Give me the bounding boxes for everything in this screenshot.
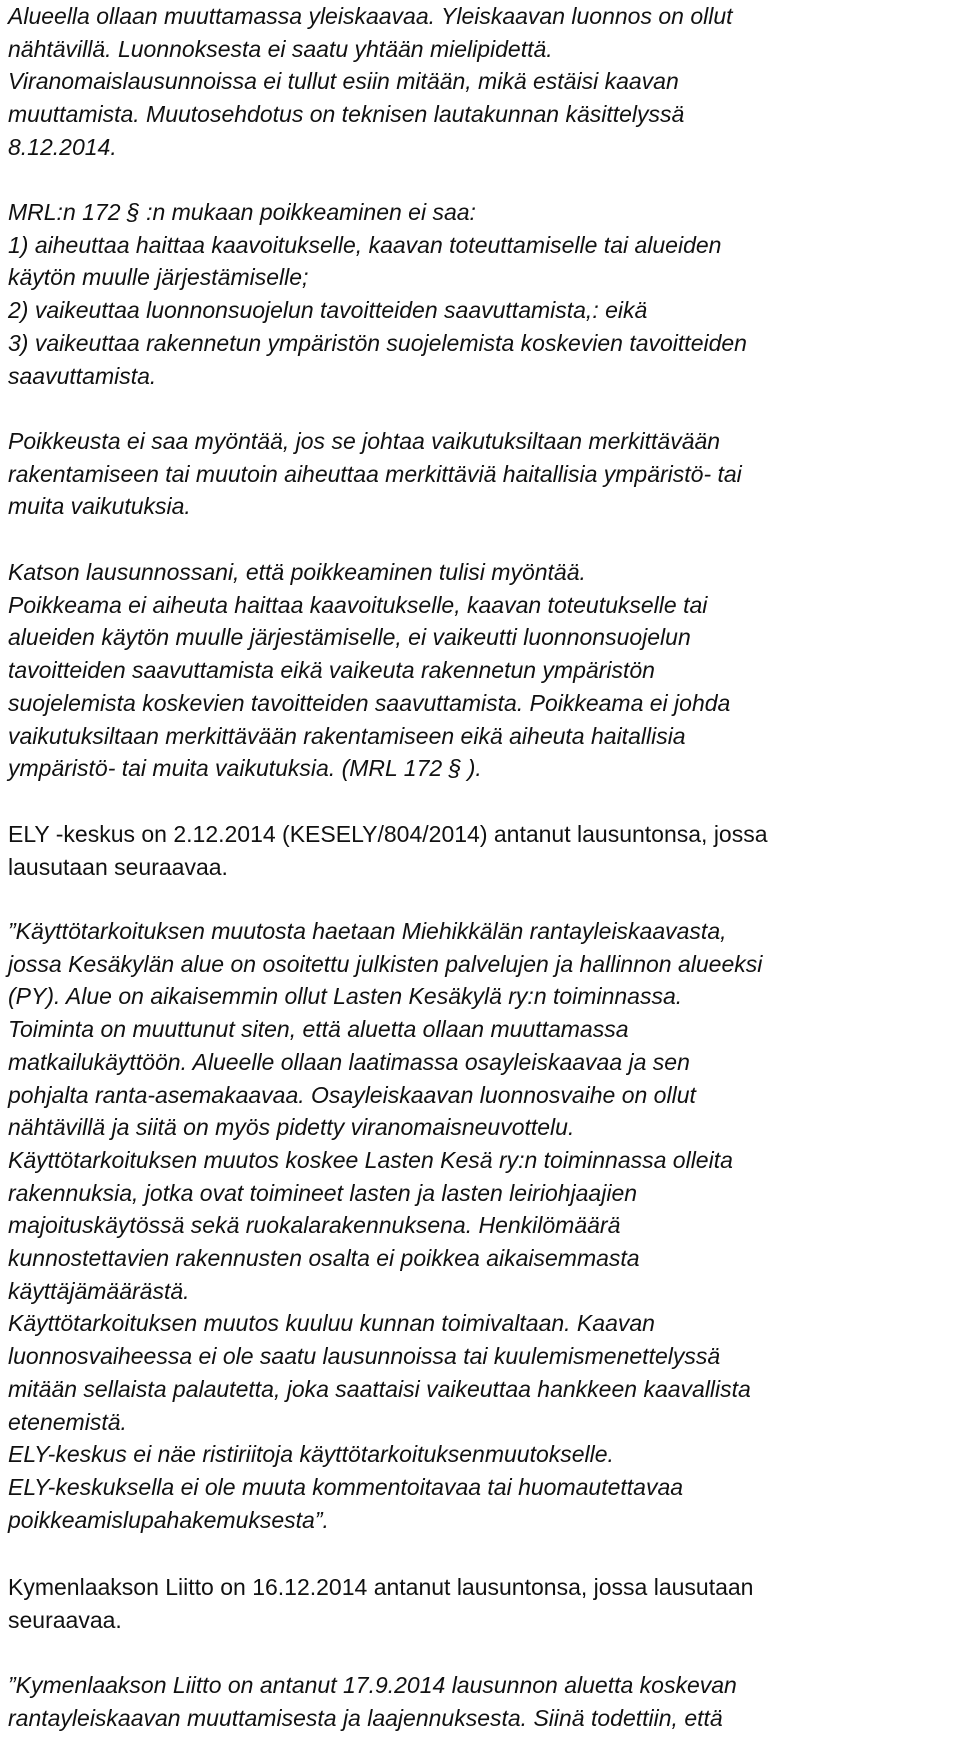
text-line: rakentamiseen tai muutoin aiheuttaa merkittäviä haitallisia ympäristö- tai xyxy=(8,460,742,487)
text-line: MRL:n 172 § :n mukaan poikkeaminen ei saa: xyxy=(8,199,476,225)
text-line: 2) vaikeuttaa luonnonsuojelun tavoitteiden saavuttamista,: eikä xyxy=(8,297,648,324)
text-line: tavoitteiden saavuttamista eikä vaikeuta rakennetun ympäristön xyxy=(8,657,655,684)
text-line: nähtävillä ja siitä on myös pidetty viranomaisneuvottelu. xyxy=(8,1114,575,1141)
text-line: ELY-keskus ei näe ristiriitoja käyttötarkoituksenmuutokselle. xyxy=(8,1441,614,1468)
text-line: majoituskäytössä sekä ruokalarakennuksena. Henkilömäärä xyxy=(8,1212,621,1239)
text-line: matkailukäyttöön. Alueelle ollaan laatimassa osayleiskaavaa ja sen xyxy=(8,1048,690,1075)
text-line: käytön muulle järjestämiselle; xyxy=(8,264,309,291)
text-line: Kymenlaakson Liitto on 16.12.2014 antanut lausuntonsa, jossa lausutaan xyxy=(8,1574,754,1600)
text-line: rakennuksia, jotka ovat toimineet lasten ja lasten leiriohjaajien xyxy=(8,1179,638,1206)
text-line: Käyttötarkoituksen muutos koskee Lasten Kesä ry:n toiminnassa olleita xyxy=(8,1146,733,1173)
text-line: luonnosvaiheessa ei ole saatu lausunnoissa tai kuulemismenettelyssä xyxy=(8,1343,721,1370)
text-line: ”Käyttötarkoituksen muutosta haetaan Miehikkälän rantayleiskaavasta, xyxy=(8,918,727,944)
paragraph-ely-intro xyxy=(8,818,768,883)
text-line: 3) vaikeuttaa rakennetun ympäristön suojelemista koskevien tavoitteiden xyxy=(8,329,747,356)
text-line: lausutaan seuraavaa. xyxy=(8,853,228,880)
text-line: 1) aiheuttaa haittaa kaavoitukselle, kaavan toteuttamiselle tai alueiden xyxy=(8,231,722,258)
text-line: muita vaikutuksia. xyxy=(8,493,191,520)
paragraph-ely-quote xyxy=(8,915,762,1536)
text-line: vaikutuksiltaan merkittävään rakentamiseen eikä aiheuta haitallisia xyxy=(8,722,686,749)
text-line: ”Kymenlaakson Liitto on antanut 17.9.2014 lausunnon aluetta koskevan xyxy=(8,1672,737,1698)
text-line: ELY-keskuksella ei ole muuta kommentoitavaa tai huomautettavaa xyxy=(8,1473,684,1500)
paragraph-draft-status xyxy=(8,0,733,164)
text-line: mitään sellaista palautetta, joka saattaisi vaikeuttaa hankkeen kaavallista xyxy=(8,1375,751,1402)
text-line: Toiminta on muuttunut siten, että aluetta ollaan muuttamassa xyxy=(8,1016,629,1043)
text-line: ELY -keskus on 2.12.2014 (KESELY/804/2014) antanut lausuntonsa, jossa xyxy=(8,821,768,847)
paragraph-exception-rule xyxy=(8,425,742,523)
text-line: Käyttötarkoituksen muutos kuuluu kunnan toimivaltaan. Kaavan xyxy=(8,1310,655,1337)
paragraph-statement-opinion xyxy=(8,556,730,785)
text-line: poikkeamislupahakemuksesta”. xyxy=(8,1506,329,1533)
text-line: suojelemista koskevien tavoitteiden saavuttamista. Poikkeama ei johda xyxy=(8,689,731,716)
text-line: 8.12.2014. xyxy=(8,133,117,160)
text-line: rantayleiskaavan muuttamisesta ja laajennuksesta. Siinä todettiin, että xyxy=(8,1704,723,1731)
paragraph-kymenlaakso-intro xyxy=(8,1571,753,1636)
paragraph-mrl-conditions xyxy=(8,196,747,392)
text-line: (PY). Alue on aikaisemmin ollut Lasten Kesäkylä ry:n toiminnassa. xyxy=(8,983,683,1010)
paragraph-kymenlaakso-quote xyxy=(8,1669,737,1734)
text-line: saavuttamista. xyxy=(8,362,157,389)
text-line: alueiden käytön muulle järjestämiselle, ei vaikeutti luonnonsuojelun xyxy=(8,624,691,651)
text-line: käyttäjämäärästä. xyxy=(8,1277,190,1304)
text-line: Alueella ollaan muuttamassa yleiskaavaa. Yleiskaavan luonnos on ollut xyxy=(8,3,733,29)
text-line: Katson lausunnossani, että poikkeaminen tulisi myöntää. xyxy=(8,559,586,585)
text-line: kunnostettavien rakennusten osalta ei poikkea aikaisemmasta xyxy=(8,1245,640,1272)
text-line: Poikkeama ei aiheuta haittaa kaavoitukselle, kaavan toteutukselle tai xyxy=(8,591,708,618)
text-line: pohjalta ranta-asemakaavaa. Osayleiskaavan luonnosvaihe on ollut xyxy=(8,1081,696,1108)
text-line: Viranomaislausunnoissa ei tullut esiin mitään, mikä estäisi kaavan xyxy=(8,68,679,95)
text-line: ympäristö- tai muita vaikutuksia. (MRL 172 § ). xyxy=(8,755,482,782)
text-line: jossa Kesäkylän alue on osoitettu julkisten palvelujen ja hallinnon alueeksi xyxy=(8,950,763,977)
text-line: muuttamista. Muutosehdotus on teknisen lautakunnan käsittelyssä xyxy=(8,101,685,128)
text-line: seuraavaa. xyxy=(8,1606,122,1633)
text-line: nähtävillä. Luonnoksesta ei saatu yhtään mielipidettä. xyxy=(8,35,553,62)
text-line: Poikkeusta ei saa myöntää, jos se johtaa vaikutuksiltaan merkittävään xyxy=(8,428,721,454)
text-line: etenemistä. xyxy=(8,1408,127,1435)
